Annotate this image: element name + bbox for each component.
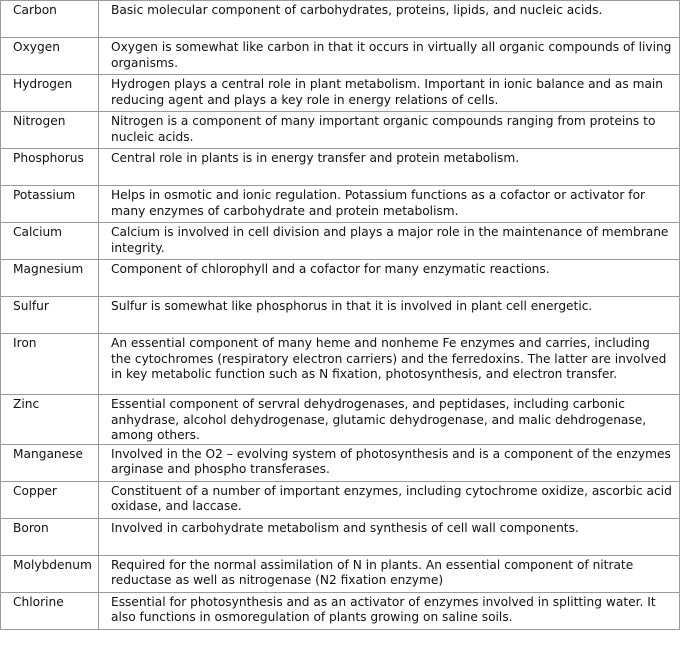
element-name: Molybdenum <box>1 555 99 592</box>
table-row <box>1 149 680 186</box>
element-name: Iron <box>1 334 99 395</box>
element-description: Basic molecular component of carbohydrates, proteins, lipids, and nucleic acids. <box>99 1 680 38</box>
table-row <box>1 38 680 75</box>
element-name: Manganese <box>1 444 99 481</box>
element-description: Constituent of a number of important enzymes, including cytochrome oxidize, ascorbic acid oxidase, and laccase. <box>99 481 680 518</box>
element-name: Zinc <box>1 395 99 445</box>
element-name: Potassium <box>1 186 99 223</box>
element-description: Calcium is involved in cell division and plays a major role in the maintenance of membrane integrity. <box>99 223 680 260</box>
element-name: Carbon <box>1 1 99 38</box>
element-name: Copper <box>1 481 99 518</box>
element-name: Oxygen <box>1 38 99 75</box>
element-description: Helps in osmotic and ionic regulation. Potassium functions as a cofactor or activator for many enzymes of carbohydrate and protein metabolism. <box>99 186 680 223</box>
element-description: Component of chlorophyll and a cofactor for many enzymatic reactions. <box>99 260 680 297</box>
element-name: Magnesium <box>1 260 99 297</box>
table-row <box>1 334 680 395</box>
element-name: Nitrogen <box>1 112 99 149</box>
element-description: Involved in carbohydrate metabolism and synthesis of cell wall components. <box>99 518 680 555</box>
table-row <box>1 555 680 592</box>
element-description: Essential for photosynthesis and as an activator of enzymes involved in splitting water. It also functions in osmoregulation of plants growing on saline soils. <box>99 592 680 629</box>
element-description: Hydrogen plays a central role in plant metabolism. Important in ionic balance and as main reducing agent and plays a key role in energy relations of cells. <box>99 75 680 112</box>
table-row <box>1 112 680 149</box>
table-row <box>1 260 680 297</box>
element-description: Nitrogen is a component of many important organic compounds ranging from proteins to nucleic acids. <box>99 112 680 149</box>
table-row <box>1 481 680 518</box>
element-description: Involved in the O2 – evolving system of photosynthesis and is a component of the enzymes arginase and phospho transferases. <box>99 444 680 481</box>
element-name: Chlorine <box>1 592 99 629</box>
element-name: Boron <box>1 518 99 555</box>
table-row <box>1 1 680 38</box>
table-row <box>1 444 680 481</box>
elements-table-body <box>1 1 680 630</box>
element-name: Phosphorus <box>1 149 99 186</box>
table-row <box>1 297 680 334</box>
element-description: An essential component of many heme and nonheme Fe enzymes and carries, including the cytochromes (respiratory electron carriers) and the ferredoxins. The latter are involved in key metabolic function such as N fixation, photosynthesis, and electron transfer. <box>99 334 680 395</box>
table-row <box>1 518 680 555</box>
element-description: Essential component of servral dehydrogenases, and peptidases, including carbonic anhydrase, alcohol dehydrogenase, glutamic dehydrogenase, and malic dehdrogenase, among others. <box>99 395 680 445</box>
table-row <box>1 186 680 223</box>
table-row <box>1 223 680 260</box>
element-description: Central role in plants is in energy transfer and protein metabolism. <box>99 149 680 186</box>
element-name: Calcium <box>1 223 99 260</box>
table-row <box>1 75 680 112</box>
element-description: Required for the normal assimilation of N in plants. An essential component of nitrate reductase as well as nitrogenase (N2 fixation enzyme) <box>99 555 680 592</box>
table-row <box>1 592 680 629</box>
element-description: Oxygen is somewhat like carbon in that it occurs in virtually all organic compounds of living organisms. <box>99 38 680 75</box>
element-name: Hydrogen <box>1 75 99 112</box>
element-description: Sulfur is somewhat like phosphorus in that it is involved in plant cell energetic. <box>99 297 680 334</box>
table-row <box>1 395 680 445</box>
element-name: Sulfur <box>1 297 99 334</box>
